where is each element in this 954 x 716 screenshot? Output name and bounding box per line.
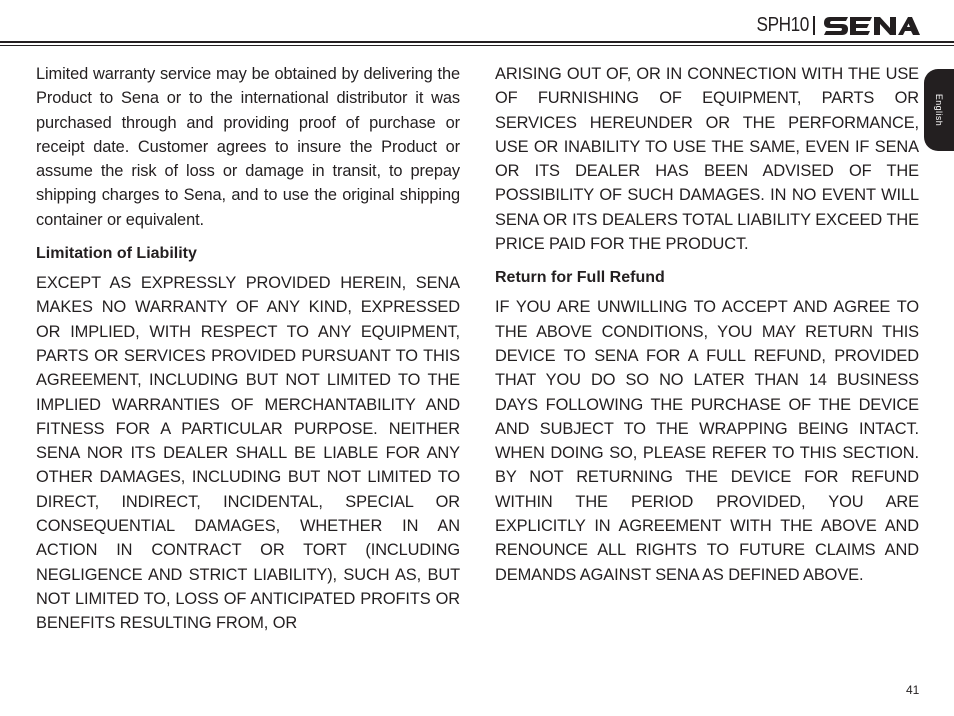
- warranty-service-paragraph: Limited warranty service may be obtained by delivering the Product to Sena or to the international distributor it was purchased through and providing proof of purchase or receipt date. Customer agrees to insure the Product or assume the risk of loss or damage in transit, to prepay shipping charges to Sena, and to use the original shipping container or equivalent.: [36, 65, 460, 229]
- liability-paragraph: EXCEPT AS EXPRESSLY PROVIDED HEREIN, SENA MAKES NO WARRANTY OF ANY KIND, EXPRESSED OR IMPLIED, WITH RESPECT TO ANY EQUIPMENT, PARTS OR SERVICES PROVIDED PURSUANT TO THIS AGREEMENT, INCLUDING BUT NOT LIMITED TO THE IMPLIED WARRANTIES OF MERCHANTABILITY AND FITNESS FOR A PARTICULAR PURPOSE. NEITHER SENA NOR ITS DEALER SHALL BE LIABLE FOR ANY OTHER DAMAGES, INCLUDING BUT NOT LIMITED TO DIRECT, INDIRECT, INCIDENTAL, SPECIAL OR CONSEQUENTIAL DAMAGES, WHETHER IN AN ACTION IN CONTRACT OR TORT (INCLUDING NEGLIGENCE AND STRICT LIABILITY), SUCH AS, BUT NOT LIMITED TO, LOSS OF ANTICIPATED PROFITS OR BENEFITS RESULTING FROM, OR: [36, 274, 460, 633]
- header-separator: [813, 16, 815, 35]
- header-rule-thick: [0, 41, 954, 43]
- language-tab: [924, 69, 954, 151]
- right-column: [495, 62, 919, 587]
- limitation-of-liability-heading: Limitation of Liability: [36, 245, 197, 263]
- header-rule-thin: [0, 45, 954, 46]
- sena-logo-icon: [824, 17, 920, 35]
- return-for-full-refund-heading: Return for Full Refund: [495, 269, 665, 287]
- liability-continued-paragraph: ARISING OUT OF, OR IN CONNECTION WITH THE USE OF FURNISHING OF EQUIPMENT, PARTS OR SERVICES HEREUNDER OR THE PERFORMANCE, USE OR INABILITY TO USE THE SAME, EVEN IF SENA OR ITS DEALER HAS BEEN ADVISED OF THE POSSIBILITY OF SUCH DAMAGES. IN NO EVENT WILL SENA OR ITS DEALERS TOTAL LIABILITY EXCEED THE PRICE PAID FOR THE PRODUCT.: [495, 65, 919, 254]
- language-tab-label: English: [934, 93, 944, 127]
- left-column: [36, 62, 460, 636]
- refund-paragraph: IF YOU ARE UNWILLING TO ACCEPT AND AGREE TO THE ABOVE CONDITIONS, YOU MAY RETURN THIS DEVICE TO SENA FOR A FULL REFUND, PROVIDED THAT YOU DO SO NO LATER THAN 14 BUSINESS DAYS FOLLOWING THE PURCHASE OF THE DEVICE AND SUBJECT TO THE WRAPPING BEING INTACT. WHEN DOING SO, PLEASE REFER TO THIS SECTION. BY NOT RETURNING THE DEVICE FOR REFUND WITHIN THE PERIOD PROVIDED, YOU ARE EXPLICITLY IN AGREEMENT WITH THE ABOVE AND RENOUNCE ALL RIGHTS TO FUTURE CLAIMS AND DEMANDS AGAINST SENA AS DEFINED ABOVE.: [495, 298, 919, 584]
- model-name: SPH10: [756, 14, 809, 36]
- page-number: 41: [906, 683, 920, 697]
- page-header: [0, 0, 954, 46]
